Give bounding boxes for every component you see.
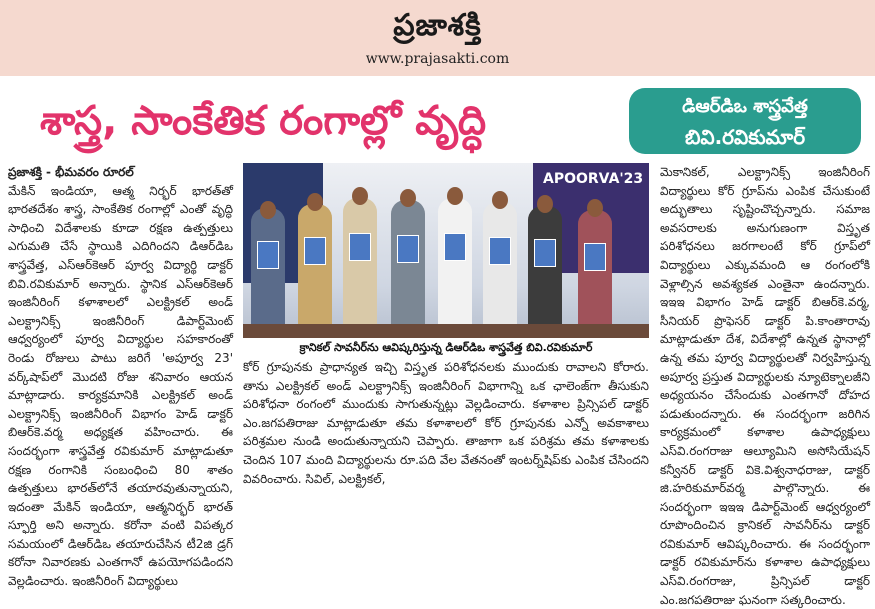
souvenir-booklet xyxy=(397,235,419,263)
souvenir-booklet xyxy=(444,233,466,261)
column-2-text: కోర్ గ్రూపునకు ప్రాధాన్యత ఇచ్చి విస్తృత పరిశోధనలకు ముందుకు రావాలని కోరారు. తాను ఎలక్ట్రికల్ అండ్ ఎలక్ట్రానిక్స్ ఇంజినీరింగ్ విభాగాన్ని ఒక ఛాలెంజ్‌గా తీసుకుని పరిశోధనా రంగంలో ముందుకు సాగుతున్నట్లు వెల్లడించారు. కళాశాల ప్రిన్సిపల్ డాక్టర్ ఎం.జగపతిరాజు మాట్లాడుతూ తమ కళాశాలలో కోర్ గ్రూపునకు ఎన్నో అవకాశాలు పరిశ్రమల నుండి అందుతున్నాయని చెప్పారు. తాజాగా ఒక పరిశ్రమ తమ కళాశాలకు చెందిన 107 మంది విద్యార్థులను రూ.పది వేల వేతనంతో ఇంటర్న్‌షిప్‌కు ఎంపిక చేసిందని వివరించారు. సివిల్, ఎలక్ట్రికల్, xyxy=(243,360,649,486)
souvenir-booklet xyxy=(349,233,371,261)
article-column-1 xyxy=(8,163,233,591)
column-1-text: మేకిన్ ఇండియా, ఆత్మ నిర్భర్ భారత్‌తో భారతదేశం శాస్త్ర, సాంకేతిక రంగాల్లో ఎంతో వృద్ధి సాధించి విదేశాలకు కూడా రక్షణ ఉత్పత్తులు ఎగుమతి చేసే స్థాయికి ఎదిగిందని డిఆర్‌డిఒ శాస్త్రవేత్త, ఎస్‌ఆర్‌కెఆర్ పూర్వ విద్యార్థి డాక్టర్ బివి.రవికుమార్ అన్నారు. స్థానిక ఎస్‌ఆర్‌కెఆర్ ఇంజినీరింగ్ కళాశాలలో ఎలక్ట్రికల్ అండ్ ఎలక్ట్రానిక్స్ ఇంజినీరింగ్ డిపార్ట్‌మెంట్ ఆధ్వర్యంలో పూర్వ విద్యార్థుల సహకారంతో రెండు రోజులు పాటు జరిగే 'అపూర్వ 23' వర్క్‌షాప్‌లో మొదటి రోజు శనివారం ఆయన మాట్లాడారు. కార్యక్రమానికి ఎలక్ట్రికల్ అండ్ ఎలక్ట్రానిక్స్ ఇంజినీరింగ్ విభాగం హెడ్ డాక్టర్ బిఆర్‌కె.వర్మ అధ్యక్షత వహించారు. ఈ సందర్భంగా శాస్త్రవేత్త రవికుమార్ మాట్లాడుతూ రక్షణ రంగానికి సంబంధించి 80 శాతం ఉత్పత్తులు భారత్‌లోనే తయారవుతున్నాయని, ఇదంతా మేకిన్ ఇండియా, ఆత్మనిర్భర్ భారత్ స్ఫూర్తి అని అన్నారు. కరోనా వంటి విపత్కర సమయంలో డిఆర్‌డిఒ తయారుచేసిన టీ2జి డ్రగ్ కరోనా నివారణకు ఎంతగానో ఉపయోగపడిందని వెల్లడించారు. ఇంజినీరింగ్ విద్యార్థులు xyxy=(8,183,233,589)
column-3-text: మెకానికల్, ఎలక్ట్రానిక్స్ ఇంజినీరింగ్ విద్యార్థులు కోర్ గ్రూప్‌ను ఎంపిక చేసుకుంటే అద్భుతాలు సృష్టించొచ్చన్నారు. సమాజ అవసరాలకు అనుగుణంగా విస్తృత పరిశోధనలు జరగాలంటే కోర్ గ్రూప్‌లో విద్యార్థులు ఎక్కువమంది ఆ రంగంలోకి వెళ్లాల్సిన అవశ్యకత ఎంతైనా ఉందన్నారు. ఇఇఇ విభాగం హెడ్ డాక్టర్ బిఆర్‌కె.వర్మ, సీనియర్ ప్రొఫెసర్ డాక్టర్ పి.కాంతారావు మాట్లాడుతూ దేశ, విదేశాల్లో ఉన్నత స్థానాల్లో ఉన్న తమ పూర్వ విద్యార్థులతో నిర్వహిస్తున్న అపూర్వ ప్రస్తుత విద్యార్థులకు న్యూటెక్నాలజీని అధ్యయనం చేసేందుకు ఎంతగానో దోహద పడుతుందన్నారు. ఈ సందర్భంగా జరిగిన కార్యక్రమంలో కళాశాల ఉపాధ్యక్షులు ఎస్‌వి.రంగరాజు ఆల్యూమిని అసోసియేషన్ కన్వీనర్ డాక్టర్ వికె.విశ్వనాధరాజు, డాక్టర్ జి.హరికుమార్‌వర్మ పాల్గొన్నారు. ఈ సందర్భంగా ఇఇఇ డిపార్ట్‌మెంట్ ఆధ్వర్యంలో రూపొందించిన క్రానికల్ సావనీర్‌ను డాక్టర్ రవికుమార్ ఆవిష్కరించారు. ఈ సందర్భంగా డాక్టర్ రవికుమార్‌ను కళాశాల ఉపాధ్యక్షులు ఎస్‌వి.రంగరాజు, ప్రిన్సిపల్ డాక్టర్ ఎం.జగపతిరాజు ఘనంగా సత్కరించారు. xyxy=(660,165,870,607)
person-head xyxy=(260,201,276,219)
masthead-logo: ప్రజాశక్తి xyxy=(393,8,482,43)
person-head xyxy=(587,199,603,217)
dateline: ప్రజాశక్తి - భీమవరం రూరల్ xyxy=(8,165,134,179)
apoorva-banner-text: APOORVA'23 xyxy=(543,171,644,187)
souvenir-booklet xyxy=(257,241,279,269)
person-head xyxy=(447,187,463,205)
souvenir-booklet xyxy=(534,239,556,267)
person-head xyxy=(492,191,508,209)
article-headline: శాస్త్ర, సాంకేతిక రంగాల్లో వృద్ధి xyxy=(40,98,487,144)
masthead xyxy=(0,0,875,76)
souvenir-booklet xyxy=(584,243,606,271)
person-badge xyxy=(629,88,861,154)
souvenir-booklet xyxy=(489,237,511,265)
article-column-2 xyxy=(243,358,649,488)
event-photo xyxy=(243,163,649,338)
badge-title: డిఆర్‌డిఒ శాస్త్రవేత్త xyxy=(682,96,808,117)
person-head xyxy=(352,187,368,205)
person-head xyxy=(400,189,416,207)
person-figure xyxy=(343,198,377,326)
badge-name: బివి.రవికుమార్ xyxy=(684,125,806,149)
table-strip xyxy=(243,324,649,338)
masthead-url[interactable]: www.prajasakti.com xyxy=(365,51,510,67)
person-figure xyxy=(438,198,472,326)
souvenir-booklet xyxy=(304,237,326,265)
person-figure xyxy=(298,204,332,326)
photo-caption: క్రానికల్ సావనీర్‌ను ఆవిష్కరిస్తున్న డిఆర్‌డిఒ శాస్త్రవేత్త బివి.రవికుమార్ xyxy=(299,341,593,354)
person-figure xyxy=(391,200,425,326)
person-head xyxy=(537,195,553,213)
article-column-3 xyxy=(660,163,870,609)
person-head xyxy=(307,193,323,211)
